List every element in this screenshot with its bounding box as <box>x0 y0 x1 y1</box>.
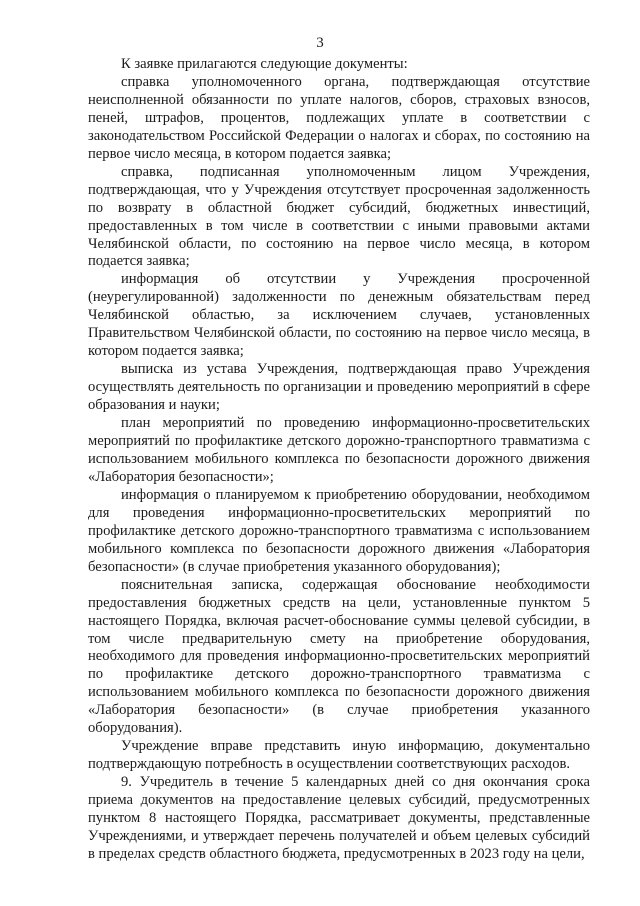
paragraph-no-overdue-debt-info: информация об отсутствии у Учреждения просроченной (неурегулированной) задолженности по денежным обязательствам перед Челябинской областью, за исключением случаев, установленных Правительством Челябинской области, по состоянию на первое число месяца, в котором подается заявка; <box>88 271 590 360</box>
paragraph-explanatory-note: пояснительная записка, содержащая обоснование необходимости предоставления бюджетных средств на цели, установленные пунктом 5 настоящего Порядка, включая расчет-обоснование суммы целевой субсидии, в том числе предварительную смету на приобретение оборудования, необходимого для проведения информационно-просветительских мероприятий по профилактике детского дорожно-транспортного травматизма с использованием мобильного комплекса по безопасности дорожного движения «Лаборатория безопасности» (в случае приобретения указанного оборудования). <box>88 576 590 737</box>
paragraph-tax-certificate: справка уполномоченного органа, подтверждающая отсутствие неисполненной обязанности по уплате налогов, сборов, страховых взносов, пеней, штрафов, процентов, подлежащих уплате в соответствии с законодательством Российской Федерации о налогах и сборах, по состоянию на первое число месяца, в котором подается заявка; <box>88 73 590 162</box>
paragraph-documents-intro: К заявке прилагаются следующие документы: <box>121 56 408 72</box>
paragraph-events-plan: план мероприятий по проведению информационно-просветительских мероприятий по профилактике детского дорожно-транспортного травматизма с использованием мобильного комплекса по безопасности дорожного движения «Лаборатория безопасности»; <box>88 415 590 485</box>
document-body <box>88 56 590 864</box>
paragraph-equipment-info: информация о планируемом к приобретению оборудовании, необходимом для проведения информационно-просветительских мероприятий по профилактике детского дорожно-транспортного травматизма с использованием мобильного комплекса по безопасности дорожного движения «Лаборатория безопасности» (в случае приобретения указанного оборудования); <box>88 486 590 575</box>
paragraph-charter-extract: выписка из устава Учреждения, подтверждающая право Учреждения осуществлять деятельность по организации и проведению мероприятий в сфере образования и науки; <box>88 361 590 414</box>
page-number: 3 <box>316 35 324 51</box>
paragraph-other-information: Учреждение вправе представить иную информацию, документально подтверждающую потребность в осуществлении соответствующих расходов. <box>88 738 590 773</box>
paragraph-item-9: 9. Учредитель в течение 5 календарных дней со дня окончания срока приема документов на предоставление целевых субсидий, предусмотренных пунктом 8 настоящего Порядка, рассматривает документы, представленные Учреждениями, и утверждает перечень получателей и объем целевых субсидий в пределах средств областного бюджета, предусмотренных в 2023 году на цели, <box>88 774 590 862</box>
paragraph-debt-certificate: справка, подписанная уполномоченным лицом Учреждения, подтверждающая, что у Учреждения отсутствует просроченная задолженность по возврату в областной бюджет субсидий, бюджетных инвестиций, предоставленных в том числе в соответствии с иными правовыми актами Челябинской области, по состоянию на первое число месяца, в котором подается заявка; <box>88 163 590 270</box>
